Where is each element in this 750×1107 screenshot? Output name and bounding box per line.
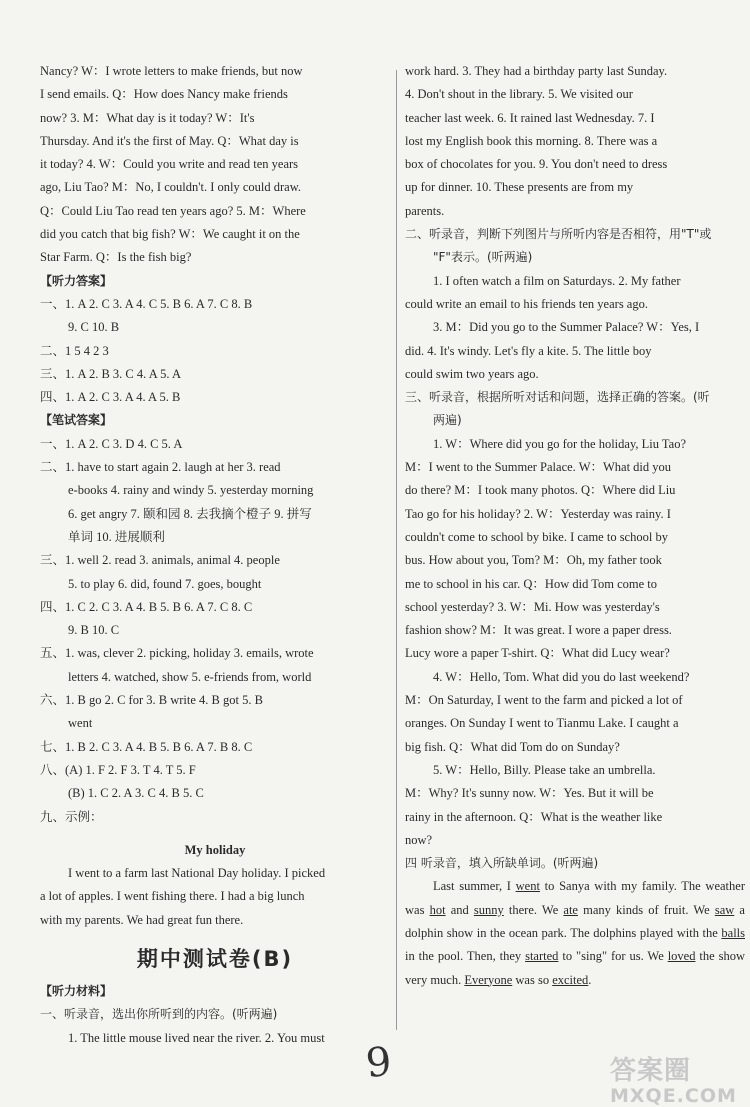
text-line: could write an email to his friends ten years ago. <box>405 296 648 311</box>
text-line: 1. I often watch a film on Saturdays. 2. My father <box>433 273 681 288</box>
text-line: M：On Saturday, I went to the farm and picked a lot of <box>405 693 683 708</box>
written-answers-heading: 【笔试答案】 <box>40 413 113 428</box>
essay-line: a lot of apples. I went fishing there. I had a big lunch <box>40 889 305 904</box>
passage-text: was so <box>512 972 553 987</box>
answer-line: went <box>68 716 93 731</box>
passage-text: in the pool. Then, they <box>405 949 526 964</box>
text-line: ago, Liu Tao? M：No, I couldn't. I only could draw. <box>40 180 302 195</box>
text-line: parents. <box>405 203 445 218</box>
text-line: 1. W：Where did you go for the holiday, Liu Tao? <box>433 436 686 451</box>
left-column <box>40 60 390 1050</box>
text-line: did you catch that big fish? W：We caught it on the <box>40 227 300 242</box>
answer-line: e-books 4. rainy and windy 5. yesterday morning <box>68 483 314 498</box>
filled-blank: excited <box>552 972 589 987</box>
answer-line: 6. get angry 7. 颐和园 8. 去我摘个橙子 9. 拼写 <box>68 506 312 521</box>
answer-line: 单词 10. 进展顺利 <box>68 529 165 544</box>
text-line: up for dinner. 10. These presents are from my <box>405 180 634 195</box>
text-line: Q：Could Liu Tao read ten years ago? 5. M：Where <box>40 203 306 218</box>
text-line: Tao go for his holiday? 2. W：Yesterday was rainy. I <box>405 506 671 521</box>
text-line: do there? M：I took many photos. Q：Where did Liu <box>405 483 676 498</box>
section-3-text <box>405 433 745 852</box>
answer-line: 三、1. well 2. read 3. animals, animal 4. people <box>40 553 280 568</box>
site-watermark <box>610 1050 737 1107</box>
filled-blank: ate <box>563 902 578 917</box>
text-line: M：Why? It's sunny now. W：Yes. But it will be <box>405 786 654 801</box>
listening-answers-heading: 【听力答案】 <box>40 273 113 288</box>
watermark-url: MXQE.COM <box>610 1085 737 1107</box>
answer-line: 9. B 10. C <box>68 623 120 638</box>
answer-line: 三、1. A 2. B 3. C 4. A 5. A <box>40 366 181 381</box>
written-answers <box>40 433 390 829</box>
text-line: rainy in the afternoon. Q：What is the weather like <box>405 809 663 824</box>
filled-blank: saw <box>714 902 735 917</box>
cloze-passage <box>405 875 745 991</box>
text-line: bus. How about you, Tom? M：Oh, my father took <box>405 553 662 568</box>
exam-title: 期中测试卷(B) <box>136 946 294 971</box>
passage-text: and <box>445 902 474 917</box>
text-line: big fish. Q：What did Tom do on Sunday? <box>405 739 620 754</box>
passage-text: a dolphin show in the ocean park. The dolphins played with the <box>405 902 745 940</box>
materials-heading: 【听力材料】 <box>40 983 113 998</box>
section-1-line: 1. The little mouse lived near the river. 2. You must <box>68 1030 325 1045</box>
handwritten-page-mark: 9 <box>364 1038 394 1088</box>
answer-line: 二、1 5 4 2 3 <box>40 343 109 358</box>
answer-line: 四、1. A 2. C 3. A 4. A 5. B <box>40 390 181 405</box>
essay-line: with my parents. We had great fun there. <box>40 912 244 927</box>
answer-line: 九、示例： <box>40 809 103 824</box>
text-line: 4. Don't shout in the library. 5. We visited our <box>405 87 633 102</box>
text-line: 5. W：Hello, Billy. Please take an umbrella. <box>433 762 656 777</box>
right-top-text <box>405 60 745 223</box>
answer-line: letters 4. watched, show 5. e-friends from, world <box>68 669 312 684</box>
text-line: could swim two years ago. <box>405 366 539 381</box>
text-line: I send emails. Q：How does Nancy make friends <box>40 87 288 102</box>
section-heading-line: 二、听录音，判断下列图片与所听内容是否相符，用"T"或 <box>405 227 712 242</box>
text-line: Thursday. And it's the first of May. Q：What day is <box>40 133 299 148</box>
text-line: lost my English book this morning. 8. There was a <box>405 133 658 148</box>
essay-line: I went to a farm last National Day holiday. I picked <box>68 866 326 881</box>
answer-line: 一、1. A 2. C 3. D 4. C 5. A <box>40 436 183 451</box>
column-divider <box>396 70 397 1030</box>
text-line: now? 3. M：What day is it today? W：It's <box>40 110 255 125</box>
passage-text: to Sanya with my family. The weather was <box>405 879 745 917</box>
answer-line: 5. to play 6. did, found 7. goes, bought <box>68 576 262 591</box>
filled-blank: started <box>525 949 559 964</box>
text-line: work hard. 3. They had a birthday party last Sunday. <box>405 64 668 78</box>
essay-title: My holiday <box>184 842 246 857</box>
answer-line: 一、1. A 2. C 3. A 4. C 5. B 6. A 7. C 8. B <box>40 296 253 311</box>
passage-text: to "sing" for us. We <box>558 949 668 964</box>
filled-blank: loved <box>667 949 696 964</box>
watermark-logo-text: 答案圈 <box>610 1056 692 1086</box>
text-line: oranges. On Sunday I went to Tianmu Lake. I caught a <box>405 716 679 731</box>
right-column <box>405 60 745 992</box>
section-2-heading <box>405 223 745 270</box>
left-top-text <box>40 60 390 270</box>
passage-text: there. We <box>503 902 564 917</box>
answer-line: 六、1. B go 2. C for 3. B write 4. B got 5. B <box>40 693 263 708</box>
filled-blank: went <box>515 879 540 894</box>
section-4-heading: 四 听录音，填入所缺单词。(听两遍) <box>405 856 599 871</box>
text-line: me to school in his car. Q：How did Tom come to <box>405 576 657 591</box>
answer-line: (B) 1. C 2. A 3. C 4. B 5. C <box>68 786 204 801</box>
text-line: fashion show? M：It was great. I wore a paper dress. <box>405 623 672 638</box>
section-heading-line: 三、听录音，根据所听对话和问题，选择正确的答案。(听 <box>405 390 710 405</box>
text-line: Star Farm. Q：Is the fish big? <box>40 250 192 265</box>
answer-line: 八、(A) 1. F 2. F 3. T 4. T 5. F <box>40 762 196 777</box>
text-line: 3. M：Did you go to the Summer Palace? W：Yes, I <box>433 320 700 335</box>
text-line: Lucy wore a paper T-shirt. Q：What did Lucy wear? <box>405 646 670 661</box>
filled-blank: balls <box>721 925 745 940</box>
filled-blank: Everyone <box>464 972 513 987</box>
answer-line: 9. C 10. B <box>68 320 120 335</box>
answer-line: 五、1. was, clever 2. picking, holiday 3. emails, wrote <box>40 646 314 661</box>
section-heading-line: "F"表示。(听两遍) <box>433 250 533 265</box>
text-line: M：I went to the Summer Palace. W：What did you <box>405 460 672 475</box>
passage-text: many kinds of fruit. We <box>577 902 715 917</box>
section-3-heading <box>405 386 745 433</box>
text-line: 4. W：Hello, Tom. What did you do last weekend? <box>433 669 690 684</box>
passage-text: Last summer, I <box>433 879 516 894</box>
text-line: teacher last week. 6. It rained last Wednesday. 7. I <box>405 110 655 125</box>
filled-blank: sunny <box>473 902 504 917</box>
text-line: Nancy? W：I wrote letters to make friends, but now <box>40 64 303 78</box>
passage-text: . <box>588 972 592 987</box>
text-line: school yesterday? 3. W：Mi. How was yesterday's <box>405 599 660 614</box>
answer-line: 二、1. have to start again 2. laugh at her 3. read <box>40 460 281 475</box>
essay-body <box>40 862 390 932</box>
passage-text: the show very much. <box>405 949 746 987</box>
listening-answers <box>40 293 390 409</box>
section-2-text <box>405 270 745 386</box>
text-line: now? <box>405 832 433 847</box>
filled-blank: hot <box>429 902 446 917</box>
section-heading-line: 两遍) <box>433 413 462 428</box>
section-1-heading: 一、听录音，选出你所听到的内容。(听两遍) <box>40 1007 278 1022</box>
text-line: did. 4. It's windy. Let's fly a kite. 5. The little boy <box>405 343 652 358</box>
text-line: it today? 4. W：Could you write and read ten years <box>40 157 299 172</box>
text-line: box of chocolates for you. 9. You don't need to dress <box>405 157 668 172</box>
answer-line: 四、1. C 2. C 3. A 4. B 5. B 6. A 7. C 8. C <box>40 599 253 614</box>
answer-line: 七、1. B 2. C 3. A 4. B 5. B 6. A 7. B 8. C <box>40 739 253 754</box>
text-line: couldn't come to school by bike. I came to school by <box>405 529 668 544</box>
